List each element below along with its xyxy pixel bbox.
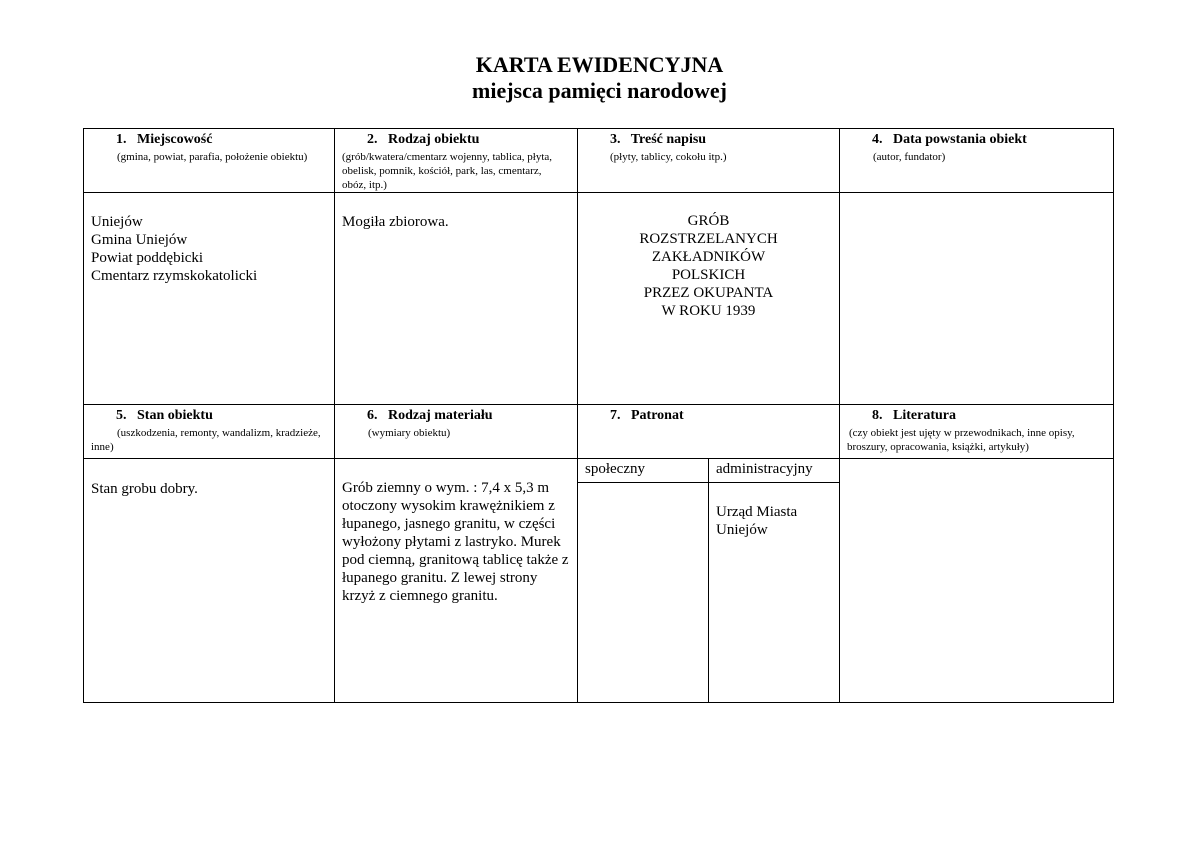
field-heading: Patronat xyxy=(631,408,684,423)
header-cell-2 xyxy=(334,128,578,193)
content-cell-6 xyxy=(334,458,578,703)
header-cell-1 xyxy=(83,128,335,193)
field-hint: (płyty, tablicy, cokołu itp.) xyxy=(610,151,727,163)
content-cell-1 xyxy=(83,192,335,405)
patronage-admin-line: Uniejów xyxy=(716,522,768,538)
field-heading: Treść napisu xyxy=(630,132,707,147)
inscription-line: POLSKICH xyxy=(671,267,746,283)
patronage-social-cell xyxy=(577,482,709,703)
field-number: 1. xyxy=(116,132,127,147)
header-cell-7 xyxy=(577,404,840,459)
location-line: Gmina Uniejów xyxy=(91,232,188,248)
patronage-admin-cell xyxy=(708,482,840,703)
header-cell-3 xyxy=(577,128,840,193)
location-line: Powiat poddębicki xyxy=(91,250,204,266)
inscription-line: ROZSTRZELANYCH xyxy=(639,231,778,247)
field-hint: (autor, fundator) xyxy=(873,151,946,163)
field-heading: Literatura xyxy=(893,408,956,423)
inscription-line: W ROKU 1939 xyxy=(661,303,756,319)
field-number: 2. xyxy=(367,132,378,147)
field-heading: Stan obiektu xyxy=(137,408,213,423)
field-heading: Rodzaj materiału xyxy=(388,408,493,423)
header-cell-6 xyxy=(334,404,578,459)
field-heading: Miejscowość xyxy=(137,132,213,147)
header-cell-5 xyxy=(83,404,335,459)
location-line: Uniejów xyxy=(91,214,143,230)
content-cell-4 xyxy=(839,192,1114,405)
content-cell-5 xyxy=(83,458,335,703)
inscription-line: ZAKŁADNIKÓW xyxy=(651,249,766,265)
field-hint: (wymiary obiektu) xyxy=(368,427,451,439)
field-number: 3. xyxy=(610,132,621,147)
location-line: Cmentarz rzymskokatolicki xyxy=(91,268,258,284)
field-heading: Data powstania obiekt xyxy=(893,132,1027,147)
field-hint: (uszkodzenia, remonty, wandalizm, kradzieże, inne) xyxy=(91,427,321,453)
field-hint: (gmina, powiat, parafia, położenie obiektu) xyxy=(117,151,308,163)
content-cell-3 xyxy=(577,192,840,405)
field-hint: (grób/kwatera/cmentarz wojenny, tablica, płyta, obelisk, pomnik, kościół, park, las, cmentarz, obóz, itp.) xyxy=(342,151,553,191)
field-number: 4. xyxy=(872,132,883,147)
patronage-admin-label: administracyjny xyxy=(716,461,813,477)
patronage-admin-line: Urząd Miasta xyxy=(716,504,798,520)
patronage-admin-label-cell xyxy=(708,458,840,483)
field-number: 6. xyxy=(367,408,378,423)
content-cell-2 xyxy=(334,192,578,405)
field-heading: Rodzaj obiektu xyxy=(388,132,480,147)
object-type-value: Mogiła zbiorowa. xyxy=(342,214,449,230)
header-cell-4 xyxy=(839,128,1114,193)
field-hint: (czy obiekt jest ujęty w przewodnikach, inne opisy, broszury, opracowania, książki, artykuły) xyxy=(847,427,1075,453)
condition-value: Stan grobu dobry. xyxy=(91,481,198,497)
field-number: 5. xyxy=(116,408,127,423)
header-cell-8 xyxy=(839,404,1114,459)
field-number: 8. xyxy=(872,408,883,423)
field-number: 7. xyxy=(610,408,621,423)
patronage-social-label: społeczny xyxy=(585,461,645,477)
page-title: KARTA EWIDENCYJNA xyxy=(475,52,724,77)
inscription-line: GRÓB xyxy=(687,213,730,229)
content-cell-8 xyxy=(839,458,1114,703)
inscription-line: PRZEZ OKUPANTA xyxy=(643,285,774,301)
patronage-social-label-cell xyxy=(577,458,709,483)
material-value: Grób ziemny o wym. : 7,4 x 5,3 m otoczony wysokim krawężnikiem z łupanego, jasnego granitu, w części wyłożony płytami z lastryko. Murek pod ciemną, granitową tablicę także z łupanego granitu. Z lewej strony krzyż z ciemnego granitu. xyxy=(342,480,569,604)
page-subtitle: miejsca pamięci narodowej xyxy=(472,78,727,103)
